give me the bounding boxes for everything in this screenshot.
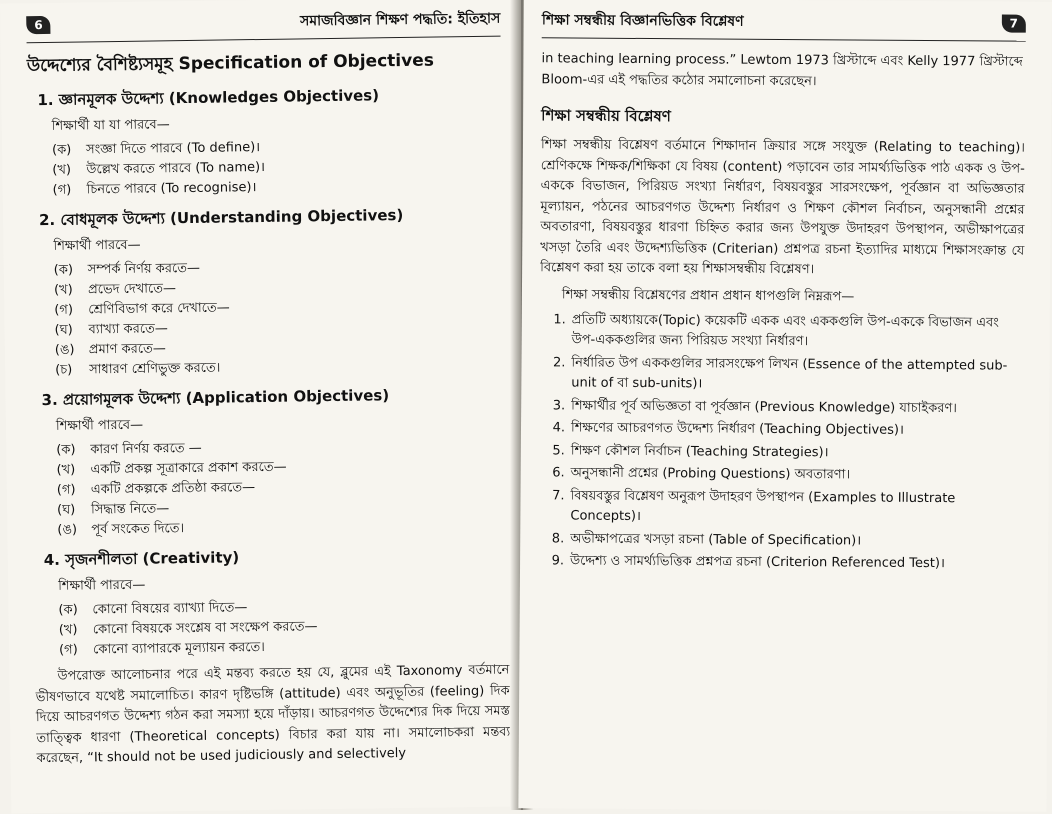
- item-marker: (ঙ): [54, 342, 75, 358]
- step-item: [539, 418, 1023, 442]
- item-text: কোনো বিষয়ের ব্যাখ্যা দিতে—: [92, 600, 248, 618]
- objective-group: [31, 383, 507, 542]
- item-marker: (ক): [51, 142, 72, 158]
- item-text: ব্যাখ্যা করতে—: [88, 321, 168, 338]
- item-text: সাধারণ শ্রেণিভুক্ত করতে।: [89, 360, 221, 378]
- step-item: [538, 551, 1022, 575]
- item-marker: (চ): [55, 362, 73, 378]
- item-text: উল্লেখ করতে পারবে (To name)।: [86, 159, 266, 178]
- objective-items: [58, 595, 509, 661]
- step-text: বিষয়বস্তুর বিশ্লেষণ অনুরূপ উদাহরণ উপস্থাপন (Examples to Illustrate Concepts)।: [570, 487, 956, 524]
- left-page-number: 6: [26, 16, 51, 34]
- item-text: পূর্ব সংকেত দিতে।: [91, 521, 185, 538]
- objective-heading: 3. প্রয়োগমূলক উদ্দেশ্য (Application Objectives): [41, 386, 390, 410]
- item-marker: (ক): [58, 602, 78, 618]
- step-number: 9.: [551, 553, 565, 569]
- right-intro: in teaching learning process.” Lewtom 1973 খ্রিস্টাব্দে এবং Kelly 1977 খ্রিস্টাব্দে Bloom-এর এই পদ্ধতির কঠোর সমালোচনা করেছেন।: [541, 51, 1023, 90]
- step-item: [539, 463, 1023, 487]
- step-item: [539, 353, 1023, 397]
- left-header-title: সমাজবিজ্ঞান শিক্ষণ পদ্ধতি: ইতিহাস: [299, 10, 501, 30]
- steps-lead: শিক্ষা সম্বন্ধীয় বিশ্লেষণের প্রধান প্রধান ধাপগুলি নিম্নরূপ—: [561, 286, 855, 304]
- objective-items: [54, 255, 506, 381]
- step-item: [538, 529, 1022, 553]
- item-text: একটি প্রকল্পকে প্রতিষ্ঠা করতে—: [90, 480, 256, 498]
- objective-heading: 4. সৃজনশীলতা (Creativity): [43, 548, 240, 570]
- objective-items: [56, 435, 507, 541]
- objective-group: [29, 203, 505, 382]
- item-marker: (ঘ): [57, 502, 76, 518]
- step-item: [538, 486, 1022, 530]
- item-marker: (খ): [53, 282, 73, 298]
- step-text: শিক্ষণের আচরণগত উদ্দেশ্য নির্ধারণ (Teaching Objectives)।: [570, 420, 905, 438]
- objective-lead: শিক্ষার্থী যা যা পারবে—: [51, 117, 170, 134]
- step-text: অনুসন্ধানী প্রশ্নের (Probing Questions) অবতারণা।: [570, 465, 851, 483]
- item-text: সিদ্ধান্ত নিতে—: [90, 501, 170, 518]
- item-text: সম্পর্ক নির্ণয় করতে—: [87, 260, 201, 278]
- left-running-head: [26, 5, 500, 44]
- objective-groups: [27, 83, 509, 662]
- objective-heading: 1. জ্ঞানমূলক উদ্দেশ্য (Knowledges Objectives): [37, 86, 380, 110]
- item-marker: (গ): [54, 302, 74, 318]
- analysis-paragraph: শিক্ষা সম্বন্ধীয় বিশ্লেষণ বর্তমানে শিক্ষাদান ক্রিয়ার সঙ্গে সংযুক্ত (Relating to teaching)। শ্রেণিকক্ষে শিক্ষক/শিক্ষিকা যে বিষয় (content) পড়াবেন তার সামর্থ্যভিত্তিক পাঠ একক ও উপ-এককে বিভাজন, পিরিয়ড সংখ্যা নির্ধারণ, বিষয়বস্তুর সারসংক্ষেপ, পূর্বজ্ঞান বা অভিজ্ঞতার মূল্যায়ন, পঠনের আচরণগত উদ্দেশ্য নির্ধারণ ও শিক্ষণ কৌশল নির্বাচন, অনুসন্ধানী প্রশ্নের অবতারণা, বিষয়বস্তুর ধারণা চিহ্নিত করার জন্য উপযুক্ত উদাহরণ উপস্থাপন, অভীক্ষাপত্রের খসড়া তৈরি এবং উদ্দেশ্যভিত্তিক (Criterian) প্রশ্নপত্র রচনা ইত্যাদির মাধ্যমে শিক্ষাসংক্রান্ত যে বিশ্লেষণ করা হয় তাকে বলা হয় শিক্ষাসম্বন্ধীয় বিশ্লেষণ।: [540, 137, 1026, 278]
- objective-heading: 2. বোধমূলক উদ্দেশ্য (Understanding Objectives): [38, 206, 404, 230]
- step-item: [540, 310, 1024, 354]
- right-page-number: 7: [1001, 14, 1025, 32]
- step-text: নির্ধারিত উপ এককগুলির সারসংক্ষেপ লিখন (Essence of the attempted sub-unit of বা sub-units)।: [571, 354, 1008, 392]
- objective-group: [34, 543, 510, 662]
- objective-group: [27, 83, 503, 202]
- item-marker: (খ): [56, 462, 76, 478]
- step-number: 3.: [552, 397, 566, 413]
- objective-lead: শিক্ষার্থী পারবে—: [58, 577, 146, 594]
- objective-lead: শিক্ষার্থী পারবে—: [53, 237, 141, 254]
- step-item: [539, 396, 1023, 420]
- step-item: [539, 441, 1023, 465]
- item-text: সংজ্ঞা দিতে পারবে (To define)।: [85, 139, 261, 158]
- step-text: অভীক্ষাপত্রের খসড়া রচনা (Table of Specification)।: [570, 530, 862, 549]
- item-text: কোনো বিষয়কে সংশ্লেষ বা সংক্ষেপ করতে—: [92, 619, 318, 638]
- closing-paragraph: উপরোক্ত আলোচনার পরে এই মন্তব্য করতে হয় যে, ব্লুমের এই Taxonomy বর্তমানে ভীষণভাবে যথেষ্ট সমালোচিত। কারণ দৃষ্টিভঙ্গি (attitude) এবং অনুভূতির (feeling) দিক দিয়ে আচরণগত উদ্দেশ্য গঠন করা সমস্যা হয়ে দাঁড়ায়। আচরণগত উদ্দেশ্যের দিক দিয়ে সমস্ত তাত্ত্বিক ধারণা (Theoretical concepts) বিচার করা যায় না। সমালোচকরা মন্তব্য করেছেন, “It should not be used judiciously and selectively: [35, 662, 511, 767]
- item-text: চিনতে পারবে (To recognise)।: [86, 180, 257, 198]
- objective-items: [52, 135, 503, 201]
- objective-lead: শিক্ষার্থী পারবে—: [55, 417, 144, 434]
- step-number: 1.: [553, 311, 566, 327]
- step-text: শিক্ষার্থীর পূর্ব অভিজ্ঞতা বা পূর্বজ্ঞান (Previous Knowledge) যাচাইকরণ।: [571, 397, 957, 416]
- step-number: 2.: [553, 354, 566, 370]
- step-text: উদ্দেশ্য ও সামর্থ্যভিত্তিক প্রশ্নপত্র রচনা (Criterion Referenced Test)।: [570, 553, 945, 572]
- item-text: শ্রেণিবিভাগ করে দেখাতে—: [88, 300, 230, 318]
- item-marker: (ঘ): [54, 322, 73, 338]
- item-text: একটি প্রকল্প সূত্রাকারে প্রকাশ করতে—: [90, 459, 287, 478]
- step-text: প্রতিটি অধ্যায়কে(Topic) কয়েকটি একক এবং এককগুলি উপ-এককে বিভাজন এবং উপ-এককগুলির জন্য পিরিয়ড সংখ্যা নির্ধারণ।: [571, 311, 999, 350]
- step-number: 7.: [552, 487, 565, 503]
- item-text: কোনো ব্যাপারকে মূল্যায়ন করতে।: [92, 639, 266, 658]
- step-number: 5.: [552, 442, 565, 458]
- section-title: উদ্দেশ্যের বৈশিষ্ট্যসমূহ Specification of Objectives: [26, 50, 435, 77]
- step-number: 8.: [551, 530, 565, 546]
- item-text: প্রভেদ দেখাতে—: [87, 281, 177, 298]
- item-text: প্রমাণ করতে—: [88, 341, 166, 358]
- item-marker: (খ): [58, 622, 78, 638]
- item-marker: (ক): [53, 262, 74, 278]
- steps-list: [538, 310, 1024, 575]
- analysis-heading: শিক্ষা সম্বন্ধীয় বিশ্লেষণ: [541, 106, 671, 126]
- item-marker: (ক): [56, 442, 76, 458]
- right-header-title: শিক্ষা সম্বন্ধীয় বিজ্ঞানভিত্তিক বিশ্লেষণ: [541, 12, 744, 30]
- item-marker: (খ): [52, 162, 72, 178]
- item-marker: (গ): [56, 482, 76, 498]
- step-number: 4.: [552, 420, 566, 436]
- item-marker: (গ): [58, 642, 78, 658]
- step-number: 6.: [552, 465, 565, 481]
- item-marker: (ঙ): [57, 522, 78, 538]
- item-text: কারণ নির্ণয় করতে —: [90, 440, 202, 458]
- step-text: শিক্ষণ কৌশল নির্বাচন (Teaching Strategies)।: [570, 442, 829, 460]
- right-page: [518, 0, 1052, 812]
- right-running-head: [542, 6, 1026, 41]
- item-marker: (গ): [52, 182, 72, 198]
